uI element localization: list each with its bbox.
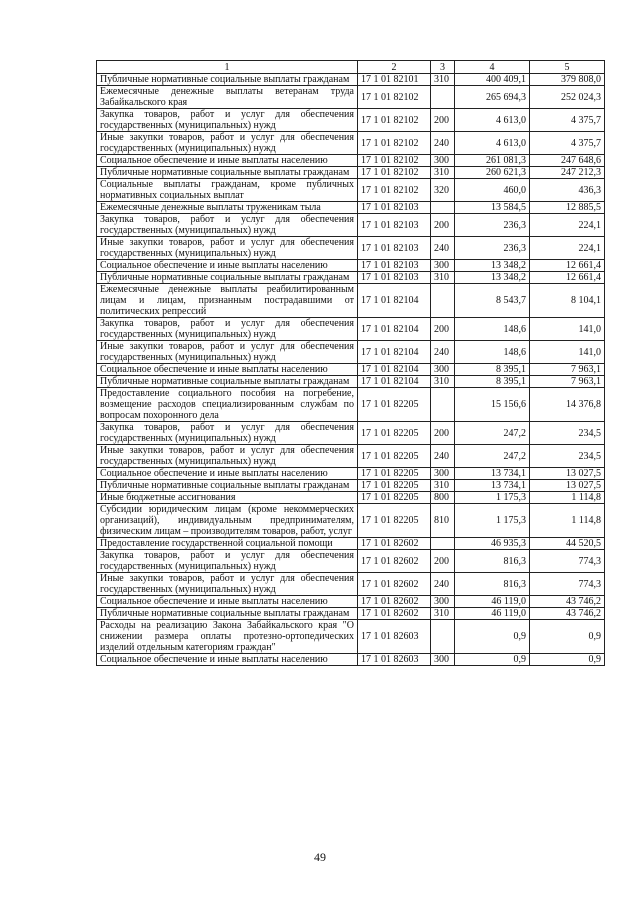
row-code: 17 1 01 82602 [358,573,431,596]
row-name: Социальное обеспечение и иные выплаты населению [97,654,358,666]
row-expense-type: 300 [431,468,455,480]
table-row [97,364,605,376]
row-code: 17 1 01 82602 [358,538,431,550]
row-name: Ежемесячные денежные выплаты труженикам тыла [97,202,358,214]
row-value-col4: 247,2 [455,445,530,468]
row-value-col5: 13 027,5 [530,480,605,492]
budget-table-body [97,61,605,666]
row-value-col4: 236,3 [455,237,530,260]
row-expense-type: 200 [431,214,455,237]
row-value-col4: 4 613,0 [455,109,530,132]
row-value-col4: 46 935,3 [455,538,530,550]
row-value-col4: 148,6 [455,318,530,341]
row-value-col5: 379 808,0 [530,74,605,86]
row-expense-type: 300 [431,364,455,376]
row-code: 17 1 01 82104 [358,376,431,388]
row-name: Иные закупки товаров, работ и услуг для обеспечения государственных (муниципальных) нужд [97,132,358,155]
row-value-col5: 7 963,1 [530,364,605,376]
header-col-4: 4 [455,61,530,74]
row-value-col5: 0,9 [530,654,605,666]
table-row [97,538,605,550]
row-code: 17 1 01 82205 [358,492,431,504]
row-value-col4: 13 348,2 [455,272,530,284]
row-expense-type: 320 [431,179,455,202]
row-name: Социальное обеспечение и иные выплаты населению [97,364,358,376]
row-code: 17 1 01 82205 [358,468,431,480]
table-row [97,260,605,272]
row-value-col4: 1 175,3 [455,504,530,538]
row-code: 17 1 01 82603 [358,620,431,654]
row-value-col5: 436,3 [530,179,605,202]
row-code: 17 1 01 82205 [358,445,431,468]
row-value-col5: 43 746,2 [530,608,605,620]
budget-table [96,60,605,666]
row-value-col4: 816,3 [455,550,530,573]
row-name: Социальное обеспечение и иные выплаты населению [97,155,358,167]
row-expense-type: 310 [431,74,455,86]
row-code: 17 1 01 82603 [358,654,431,666]
row-code: 17 1 01 82602 [358,608,431,620]
table-row [97,504,605,538]
row-value-col4: 0,9 [455,620,530,654]
row-code: 17 1 01 82102 [358,155,431,167]
row-code: 17 1 01 82102 [358,132,431,155]
table-header-row [97,61,605,74]
row-value-col5: 224,1 [530,237,605,260]
table-row [97,202,605,214]
row-code: 17 1 01 82205 [358,504,431,538]
row-expense-type: 310 [431,608,455,620]
table-row [97,167,605,179]
row-value-col4: 260 621,3 [455,167,530,179]
table-row [97,596,605,608]
row-name: Социальное обеспечение и иные выплаты населению [97,468,358,480]
header-col-3: 3 [431,61,455,74]
row-expense-type: 310 [431,376,455,388]
row-code: 17 1 01 82103 [358,237,431,260]
row-expense-type: 240 [431,445,455,468]
table-row [97,237,605,260]
row-name: Закупка товаров, работ и услуг для обеспечения государственных (муниципальных) нужд [97,318,358,341]
row-code: 17 1 01 82205 [358,388,431,422]
row-expense-type: 200 [431,550,455,573]
row-value-col4: 236,3 [455,214,530,237]
row-name: Иные закупки товаров, работ и услуг для обеспечения государственных (муниципальных) нужд [97,573,358,596]
header-col-5: 5 [530,61,605,74]
row-value-col5: 224,1 [530,214,605,237]
row-value-col5: 1 114,8 [530,504,605,538]
row-code: 17 1 01 82102 [358,109,431,132]
row-value-col4: 460,0 [455,179,530,202]
row-expense-type: 800 [431,492,455,504]
row-name: Закупка товаров, работ и услуг для обеспечения государственных (муниципальных) нужд [97,550,358,573]
table-row [97,214,605,237]
table-row [97,284,605,318]
row-value-col5: 4 375,7 [530,132,605,155]
row-name: Публичные нормативные социальные выплаты гражданам [97,608,358,620]
row-value-col4: 13 584,5 [455,202,530,214]
table-row [97,318,605,341]
row-value-col4: 46 119,0 [455,608,530,620]
table-row [97,74,605,86]
row-value-col4: 265 694,3 [455,86,530,109]
row-value-col5: 0,9 [530,620,605,654]
row-value-col4: 15 156,6 [455,388,530,422]
row-expense-type [431,86,455,109]
row-name: Закупка товаров, работ и услуг для обеспечения государственных (муниципальных) нужд [97,422,358,445]
table-row [97,620,605,654]
row-code: 17 1 01 82104 [358,341,431,364]
row-name: Публичные нормативные социальные выплаты гражданам [97,376,358,388]
row-expense-type: 300 [431,654,455,666]
row-code: 17 1 01 82103 [358,272,431,284]
row-value-col4: 13 734,1 [455,480,530,492]
table-row [97,468,605,480]
row-name: Публичные нормативные социальные выплаты гражданам [97,480,358,492]
row-value-col5: 247 212,3 [530,167,605,179]
row-name: Иные бюджетные ассигнования [97,492,358,504]
row-value-col4: 148,6 [455,341,530,364]
row-value-col5: 13 027,5 [530,468,605,480]
row-value-col5: 12 885,5 [530,202,605,214]
row-code: 17 1 01 82101 [358,74,431,86]
row-value-col4: 8 395,1 [455,376,530,388]
row-value-col5: 7 963,1 [530,376,605,388]
row-value-col5: 4 375,7 [530,109,605,132]
row-name: Ежемесячные денежные выплаты реабилитированным лицам и лицам, признанным пострадавшими от политических репрессий [97,284,358,318]
row-value-col4: 816,3 [455,573,530,596]
row-name: Закупка товаров, работ и услуг для обеспечения государственных (муниципальных) нужд [97,109,358,132]
row-expense-type: 200 [431,422,455,445]
row-value-col5: 247 648,6 [530,155,605,167]
table-row [97,179,605,202]
row-expense-type: 310 [431,272,455,284]
row-code: 17 1 01 82205 [358,422,431,445]
table-row [97,272,605,284]
row-value-col5: 12 661,4 [530,260,605,272]
table-row [97,654,605,666]
row-expense-type: 310 [431,167,455,179]
row-value-col5: 43 746,2 [530,596,605,608]
table-row [97,445,605,468]
row-value-col5: 141,0 [530,341,605,364]
row-code: 17 1 01 82104 [358,364,431,376]
row-code: 17 1 01 82205 [358,480,431,492]
table-row [97,480,605,492]
row-value-col4: 13 734,1 [455,468,530,480]
row-value-col5: 1 114,8 [530,492,605,504]
row-name: Социальные выплаты гражданам, кроме публичных нормативных социальных выплат [97,179,358,202]
header-col-1: 1 [97,61,358,74]
budget-table-sheet [96,60,604,666]
row-value-col5: 774,3 [530,573,605,596]
row-code: 17 1 01 82602 [358,596,431,608]
page-number: 49 [314,850,326,864]
row-value-col5: 234,5 [530,445,605,468]
row-value-col4: 261 081,3 [455,155,530,167]
table-row [97,573,605,596]
row-expense-type [431,538,455,550]
row-value-col5: 8 104,1 [530,284,605,318]
row-value-col4: 247,2 [455,422,530,445]
row-name: Предоставление государственной социальной помощи [97,538,358,550]
row-name: Публичные нормативные социальные выплаты гражданам [97,74,358,86]
row-value-col4: 1 175,3 [455,492,530,504]
row-code: 17 1 01 82103 [358,214,431,237]
table-row [97,388,605,422]
row-expense-type: 300 [431,596,455,608]
row-expense-type: 240 [431,573,455,596]
row-expense-type: 240 [431,237,455,260]
row-value-col4: 46 119,0 [455,596,530,608]
row-code: 17 1 01 82104 [358,284,431,318]
row-name: Субсидии юридическим лицам (кроме некоммерческих организаций), индивидуальным предпринимателям, физическим лицам – производителям товаров, работ, услуг [97,504,358,538]
row-expense-type: 810 [431,504,455,538]
row-name: Иные закупки товаров, работ и услуг для обеспечения государственных (муниципальных) нужд [97,445,358,468]
row-expense-type: 240 [431,341,455,364]
row-value-col5: 14 376,8 [530,388,605,422]
row-value-col5: 141,0 [530,318,605,341]
row-name: Предоставление социального пособия на погребение, возмещение расходов специализированным службам по вопросам похоронного дела [97,388,358,422]
row-expense-type: 300 [431,260,455,272]
row-name: Публичные нормативные социальные выплаты гражданам [97,167,358,179]
row-name: Иные закупки товаров, работ и услуг для обеспечения государственных (муниципальных) нужд [97,237,358,260]
row-code: 17 1 01 82104 [358,318,431,341]
row-value-col5: 774,3 [530,550,605,573]
row-value-col4: 13 348,2 [455,260,530,272]
row-expense-type [431,284,455,318]
table-row [97,109,605,132]
row-value-col5: 12 661,4 [530,272,605,284]
row-name: Ежемесячные денежные выплаты ветеранам труда Забайкальского края [97,86,358,109]
row-name: Социальное обеспечение и иные выплаты населению [97,596,358,608]
row-code: 17 1 01 82103 [358,260,431,272]
row-value-col4: 0,9 [455,654,530,666]
header-col-2: 2 [358,61,431,74]
row-expense-type: 200 [431,109,455,132]
table-row [97,422,605,445]
row-value-col4: 400 409,1 [455,74,530,86]
row-code: 17 1 01 82102 [358,86,431,109]
row-expense-type: 240 [431,132,455,155]
row-value-col4: 8 395,1 [455,364,530,376]
row-expense-type [431,620,455,654]
row-name: Иные закупки товаров, работ и услуг для обеспечения государственных (муниципальных) нужд [97,341,358,364]
row-code: 17 1 01 82602 [358,550,431,573]
row-code: 17 1 01 82102 [358,167,431,179]
table-row [97,492,605,504]
row-code: 17 1 01 82103 [358,202,431,214]
row-expense-type [431,202,455,214]
row-expense-type [431,388,455,422]
row-value-col4: 4 613,0 [455,132,530,155]
row-value-col5: 234,5 [530,422,605,445]
table-row [97,341,605,364]
table-row [97,376,605,388]
row-expense-type: 300 [431,155,455,167]
row-name: Социальное обеспечение и иные выплаты населению [97,260,358,272]
table-row [97,550,605,573]
row-value-col4: 8 543,7 [455,284,530,318]
row-name: Закупка товаров, работ и услуг для обеспечения государственных (муниципальных) нужд [97,214,358,237]
row-value-col5: 44 520,5 [530,538,605,550]
row-expense-type: 200 [431,318,455,341]
row-expense-type: 310 [431,480,455,492]
row-value-col5: 252 024,3 [530,86,605,109]
row-name: Публичные нормативные социальные выплаты гражданам [97,272,358,284]
table-row [97,155,605,167]
table-row [97,608,605,620]
table-row [97,86,605,109]
table-row [97,132,605,155]
row-code: 17 1 01 82102 [358,179,431,202]
row-name: Расходы на реализацию Закона Забайкальского края "О снижении размера оплаты протезно-ортопедических изделий отдельным категориям граждан" [97,620,358,654]
